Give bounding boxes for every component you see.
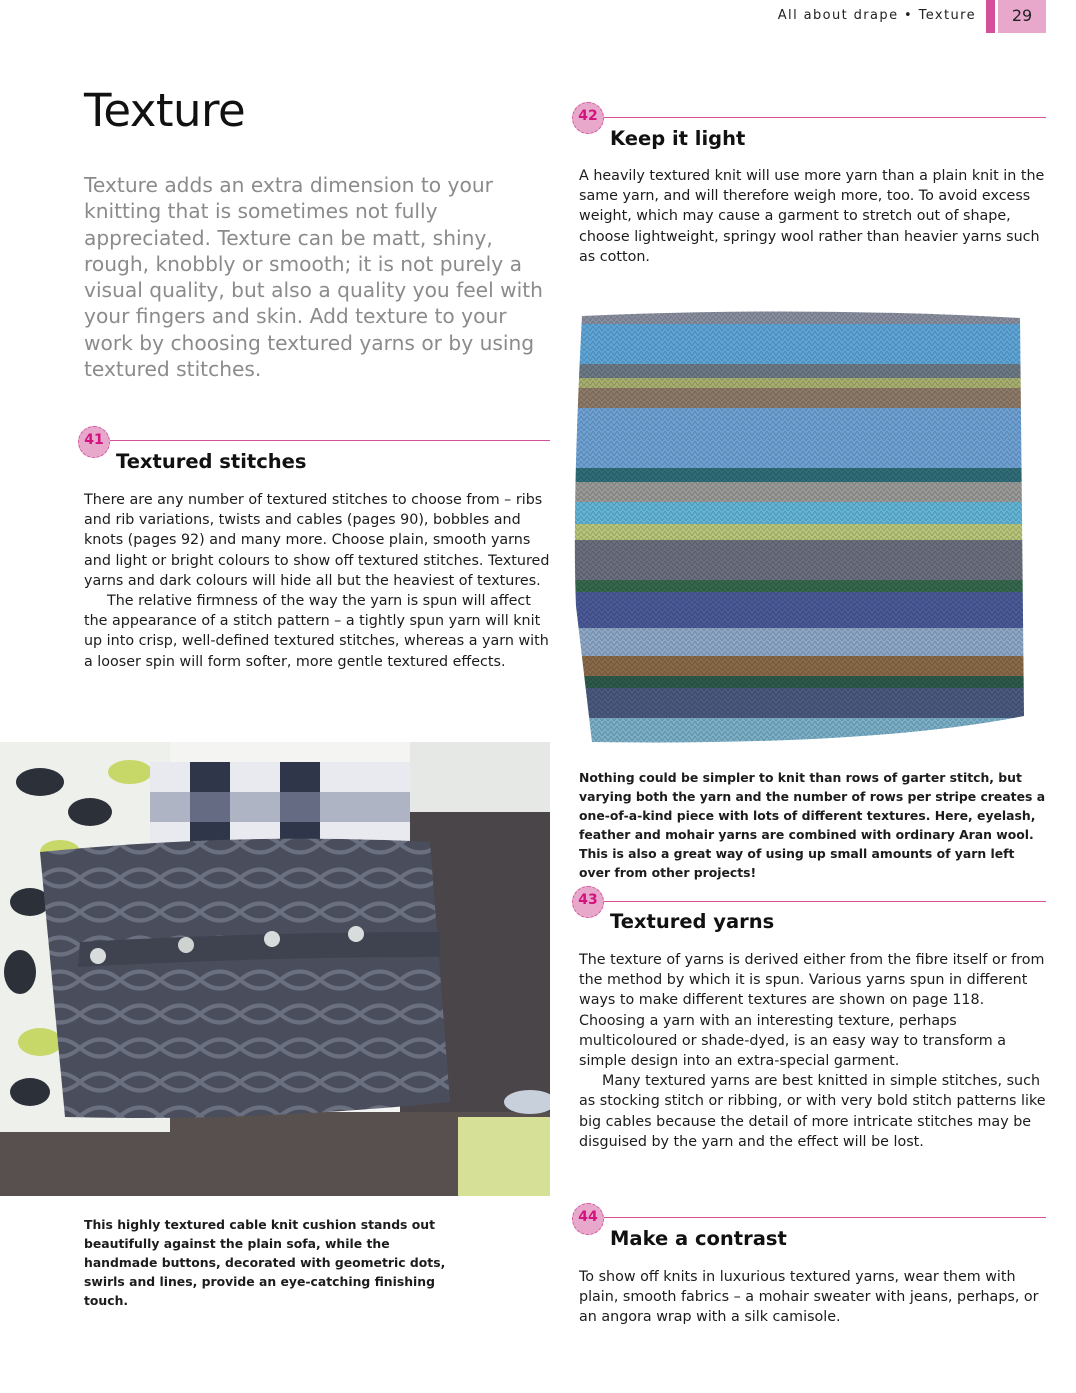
- page-title: Texture: [84, 84, 246, 137]
- section-divider: [604, 1217, 1046, 1218]
- tip-number-badge: [572, 102, 604, 134]
- section-body: [579, 166, 1049, 267]
- section-body: [84, 490, 552, 672]
- tip-number: 44: [578, 1209, 598, 1225]
- button-decoration: [264, 931, 280, 947]
- paragraph: To show off knits in luxurious textured yarns, wear them with plain, smooth fabrics – a mohair sweater with jeans, perhaps, or an angora wrap with a silk camisole.: [579, 1269, 1039, 1326]
- tip-number: 41: [84, 432, 104, 448]
- tip-number-badge: [78, 426, 110, 458]
- button-decoration: [90, 948, 106, 964]
- paragraph: The texture of yarns is derived either from the fibre itself or from the method by which it is spun. Various yarns spun in different ways to make different textures are shown on page 118. Choosing a yarn with an interesting texture, perhaps multicoloured or shade-dyed, is an easy way to transform a simple design into an extra-special garment.: [579, 952, 1045, 1070]
- section-heading: Textured yarns: [610, 910, 775, 933]
- section-heading: Keep it light: [610, 127, 746, 150]
- photo-caption: Nothing could be simpler to knit than rows of garter stitch, but varying both the yarn and the number of rows per stripe creates a one-of-a-kind piece with lots of different textures. Here, eyelash, feather and mohair yarns are combined with ordinary Aran wool. This is also a great way of using up small amounts of yarn left over from other projects!: [579, 770, 1046, 880]
- paragraph: Many textured yarns are best knitted in simple stitches, such as stocking stitch or ribbing, or with very bold stitch patterns like big cables because the detail of more intricate stitches may be disguised by the yarn and the effect will be lost.: [579, 1073, 1046, 1150]
- section-divider: [604, 117, 1046, 118]
- running-header: All about drape • Texture: [777, 8, 976, 23]
- section-heading: Textured stitches: [116, 450, 307, 473]
- button-decoration: [348, 926, 364, 942]
- paragraph: The relative firmness of the way the yarn is spun will affect the appearance of a stitch pattern – a tightly spun yarn will knit up into crisp, well-defined textured stitches, whereas a yarn with a looser spin will form softer, more gentle textured effects.: [84, 593, 549, 670]
- intro-text: Texture adds an extra dimension to your knitting that is sometimes not fully appreciated. Texture can be matt, shiny, rough, knobbly or smooth; it is not purely a visual quality, but also a quality you feel with your fingers and skin. Add texture to your work by choosing textured yarns or by using textured stitches.: [84, 173, 543, 382]
- paragraph: There are any number of textured stitches to choose from – ribs and rib variations, twists and cables (pages 90), bobbles and knots (pages 92) and many more. Choose plain, smooth yarns and light or bright colours to show off textured stitches. Textured yarns and dark colours will hide all but the heaviest of textures.: [84, 492, 550, 589]
- tip-number-badge: [572, 1203, 604, 1235]
- tip-number: 43: [578, 892, 598, 908]
- button-decoration: [178, 937, 194, 953]
- photo-caption: This highly textured cable knit cushion stands out beautifully against the plain sofa, while the handmade buttons, decorated with geometric dots, swirls and lines, provide an eye-catching finishing touch.: [84, 1217, 446, 1308]
- page-tab-bar: [986, 0, 995, 33]
- striped-cushion-image: [572, 306, 1028, 754]
- section-body: [579, 1267, 1039, 1328]
- striped-cushion-photo: [572, 306, 1028, 754]
- page-number: 29: [998, 0, 1046, 33]
- cable-cushion-photo: [0, 742, 550, 1196]
- paragraph: A heavily textured knit will use more yarn than a plain knit in the same yarn, and will therefore weigh more, too. To avoid excess weight, which may cause a garment to stretch out of shape, choose lightweight, springy wool rather than heavier yarns such as cotton.: [579, 168, 1045, 265]
- section-heading: Make a contrast: [610, 1227, 787, 1250]
- tip-number: 42: [578, 108, 598, 124]
- section-body: [579, 950, 1051, 1152]
- section-divider: [604, 901, 1046, 902]
- section-divider: [110, 440, 550, 441]
- tip-number-badge: [572, 886, 604, 918]
- cable-cushion-image: [0, 742, 550, 1196]
